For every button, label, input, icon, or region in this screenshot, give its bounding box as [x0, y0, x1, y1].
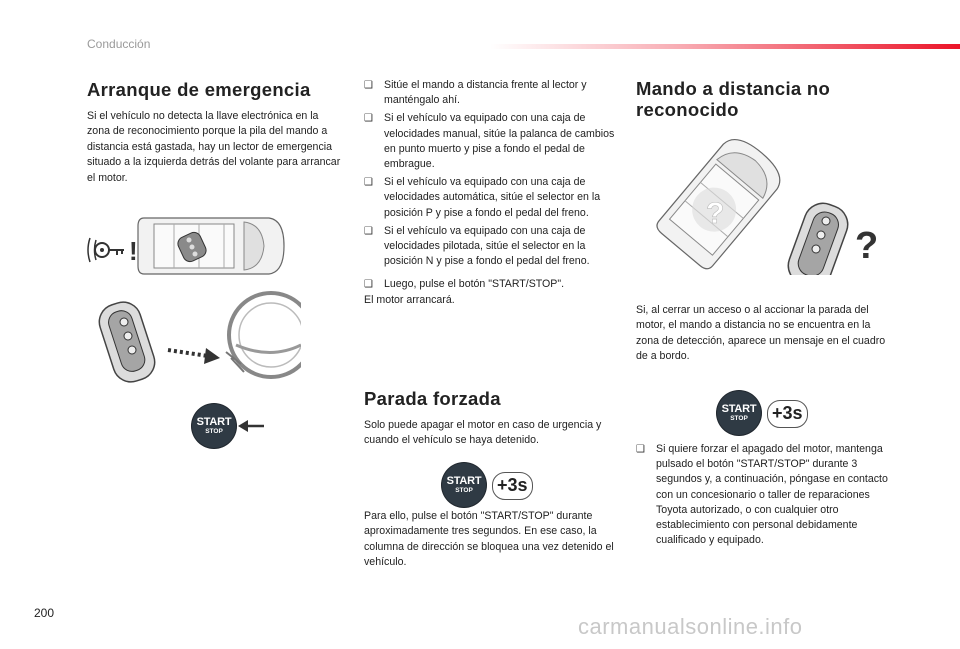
checkbox-bullet-icon: ❑ [364, 80, 373, 91]
start-label: START [721, 402, 757, 415]
list-item: ❑ Luego, pulse el botón "START/STOP". [364, 277, 619, 292]
warning-exclamation: ! [129, 236, 138, 266]
start-label: START [446, 474, 482, 487]
emergency-start-column [87, 79, 342, 186]
forced-stop-section [364, 388, 619, 449]
steering-wheel-key-illustration [96, 290, 301, 385]
forced-stop-title: Parada forzada [364, 388, 501, 409]
start-label: START [196, 415, 232, 428]
car-topview-icon [138, 218, 284, 274]
question-icon: ? [706, 197, 725, 230]
checkbox-bullet-icon: ❑ [364, 113, 373, 125]
list-item: ❑ Si el vehículo va equipado con una caja de velocidades pilotada, sitúe el selector en la posición N y pise a fondo el pedal del freno. [364, 224, 590, 268]
question-icon: ? [855, 225, 879, 267]
list-item: ❑ Sitúe el mando a distancia frente al lector y manténgalo ahí. [364, 79, 587, 107]
section-label: Conducción [87, 37, 151, 51]
remote-unrecognized-title: Mando a distancia no reconocido [636, 78, 831, 120]
list-item: ❑ Si el vehículo va equipado con una caja de velocidades manual, sitúe la palanca de cambios en punto muerto y pise a fondo el pedal de embrague. [364, 112, 615, 171]
stop-label: STOP [205, 427, 223, 435]
remote-unrecognized-steps-block [636, 442, 898, 548]
stop-label: STOP [455, 486, 473, 494]
remote-unrecognized-steps [636, 442, 898, 548]
key-fob-icon [783, 198, 853, 275]
list-item: ❑ Si quiere forzar el apagado del motor, mantenga pulsado el botón "START/STOP" durante 3 segundos y, a continuación, póngase en contacto con un concesionario o taller de reparaciones Toyota autorizado, o con cualquier otro establecimiento con personal debidamente cualificado y equipado. [636, 443, 888, 547]
forced-stop-after [364, 509, 619, 571]
checkbox-bullet-icon: ❑ [636, 444, 645, 455]
arrow-left-icon [236, 418, 266, 434]
emergency-start-title: Arranque de emergencia [87, 79, 311, 100]
car-key-illustration [84, 206, 289, 286]
forced-stop-intro: Solo puede apagar el motor en caso de urgencia y cuando el vehículo se haya detenido. [364, 419, 602, 447]
watermark: carmanualsonline.info [578, 614, 803, 639]
remote-unrecognized-column [636, 78, 881, 120]
car-question-illustration [648, 135, 898, 275]
key-fob-icon [96, 297, 159, 385]
list-item: ❑ Si el vehículo va equipado con una caja de velocidades automática, sitúe el selector en la posición P y pise a fondo el pedal del freno. [364, 176, 601, 219]
hold-3s-icon: +3s [767, 400, 808, 428]
start-stop-button-icon [192, 404, 236, 448]
header-accent-bar [490, 44, 960, 49]
engine-starts-text: El motor arrancará. [364, 293, 455, 306]
key-warning-icon [88, 236, 138, 266]
remote-unrecognized-intro-block [636, 303, 891, 365]
forced-stop-instructions: Para ello, pulse el botón "START/STOP" durante aproximadamente tres segundos. En ese caso, la columna de dirección se bloquea una vez detenido el vehículo. [364, 510, 614, 569]
stop-label: STOP [730, 414, 748, 422]
remote-unrecognized-intro: Si, al cerrar un acceso o al accionar la parada del motor, el mando a distancia no se encuentra en la zona de detección, aparece un mensaje en el cuadro de a bordo. [636, 304, 886, 363]
start-stop-button-icon [717, 391, 761, 435]
checkbox-bullet-icon: ❑ [364, 177, 373, 189]
steps-column [364, 78, 619, 308]
steering-wheel-icon [226, 293, 301, 377]
start-stop-button-icon [442, 463, 486, 507]
checkbox-bullet-icon: ❑ [364, 225, 373, 237]
hold-3s-icon: +3s [492, 472, 533, 500]
emergency-start-intro: Si el vehículo no detecta la llave electrónica en la zona de reconocimiento porque la pila del mando a distancia está gastada, hay un lector de emergencia situado a la izquierda detrás del volante para arrancar el motor. [87, 110, 341, 184]
page-number: 200 [34, 606, 55, 620]
checkbox-bullet-icon: ❑ [364, 279, 373, 291]
dotted-arrow-icon [168, 348, 220, 364]
emergency-start-steps [364, 78, 619, 293]
